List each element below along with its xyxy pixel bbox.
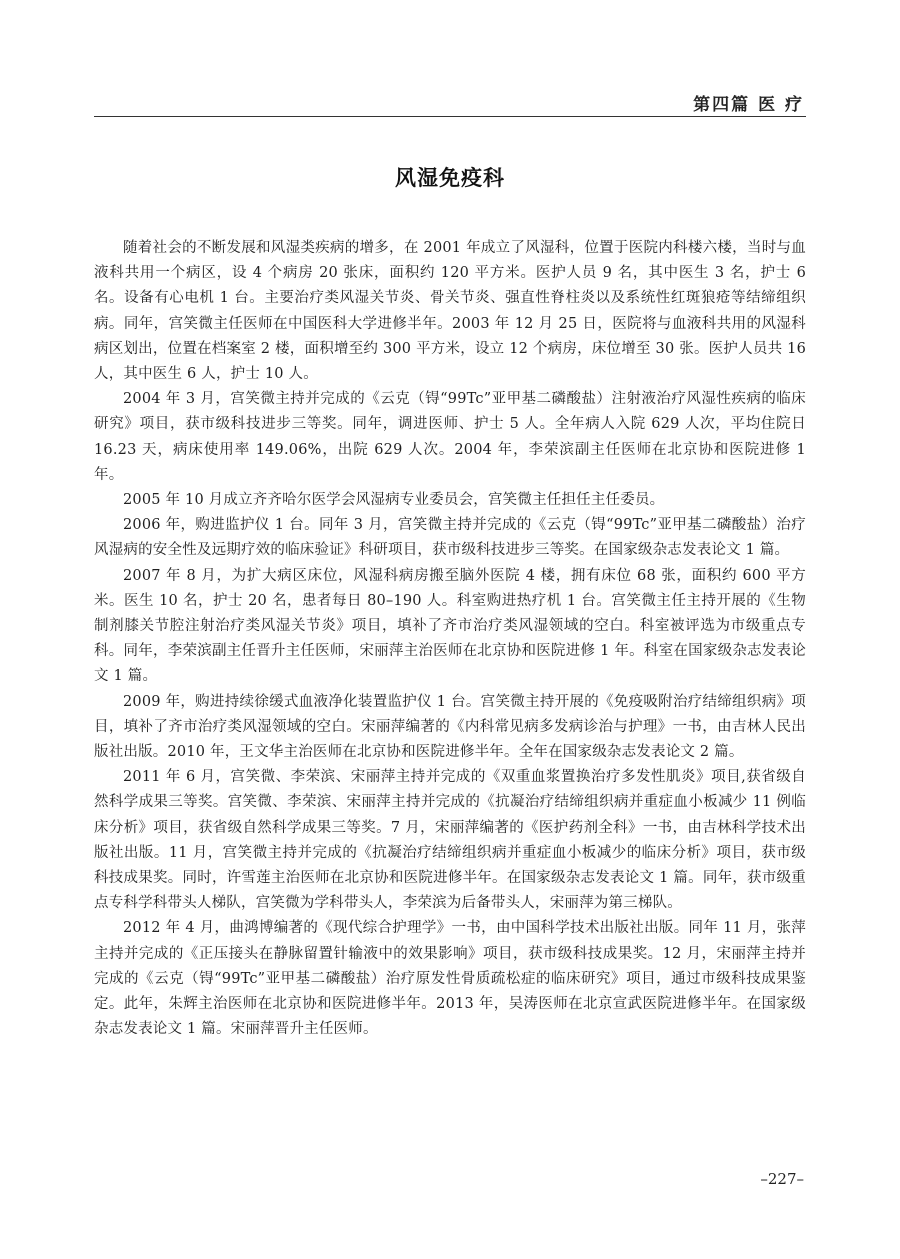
paragraph: 2006 年，购进监护仪 1 台。同年 3 月，宫笑微主持并完成的《云克（锝“99Tc”亚甲基二磷酸盐）治疗风湿病的安全性及远期疗效的临床验证》科研项目，获市级科技进步三等奖。在国家级杂志发表论文 1 篇。 bbox=[94, 517, 806, 559]
running-header bbox=[94, 88, 806, 117]
paragraph: 2012 年 4 月，曲鸿博编著的《现代综合护理学》一书，由中国科学技术出版社出版。同年 11 月，张萍主持并完成的《正压接头在静脉留置针输液中的效果影响》项目，获市级科技成果奖。12 月，宋丽萍主持并完成的《云克（锝“99Tc”亚甲基二磷酸盐）治疗原发性骨质疏松症的临床研究》项目，通过市级科技成果鉴定。此年，朱辉主治医师在北京协和医院进修半年。2013 年，吴涛医师在北京宣武医院进修半年。在国家级杂志发表论文 1 篇。宋丽萍晋升主任医师。 bbox=[94, 920, 806, 1038]
paragraph: 2005 年 10 月成立齐齐哈尔医学会风湿病专业委员会，宫笑微主任担任主任委员。 bbox=[123, 492, 665, 509]
section-label: 第四篇 医 疗 bbox=[693, 95, 804, 115]
body-text bbox=[94, 236, 806, 1043]
page-number: –227– bbox=[760, 1170, 804, 1188]
paragraph: 2004 年 3 月，宫笑微主持并完成的《云克（锝“99Tc”亚甲基二磷酸盐）注射液治疗风湿性疾病的临床研究》项目，获市级科技进步三等奖。同年，调进医师、护士 5 人。全年病人入院 629 人次，平均住院日 16.23 天，病床使用率 149.06%，出院 629 人次。2004 年，李荣滨副主任医师在北京协和医院进修 1 年。 bbox=[94, 391, 806, 483]
paragraph: 2011 年 6 月，宫笑微、李荣滨、宋丽萍主持并完成的《双重血浆置换治疗多发性肌炎》项目,获省级自然科学成果三等奖。宫笑微、李荣滨、宋丽萍主持并完成的《抗凝治疗结缔组织病并重症血小板减少 11 例临床分析》项目，获省级自然科学成果三等奖。7 月，宋丽萍编著的《医护药剂全科》一书，由吉林科学技术出版社出版。11 月，宫笑微主持并完成的《抗凝治疗结缔组织病并重症血小板减少的临床分析》项目，获市级科技成果奖。同时，许雪莲主治医师在北京协和医院进修半年。在国家级杂志发表论文 1 篇。同年，获市级重点专科学科带头人梯队，宫笑微为学科带头人，李荣滨为后备带头人，宋丽萍为第三梯队。 bbox=[94, 769, 806, 912]
page-title: 风湿免疫科 bbox=[395, 166, 505, 190]
paragraph: 随着社会的不断发展和风湿类疾病的增多，在 2001 年成立了风湿科，位置于医院内科楼六楼，当时与血液科共用一个病区，设 4 个病房 20 张床，面积约 120 平方米。医护人员 9 名，其中医生 3 名，护士 6 名。设备有心电机 1 台。主要治疗类风湿关节炎、骨关节炎、强直性脊柱炎以及系统性红斑狼疮等结缔组织病。同年，宫笑微主任医师在中国医科大学进修半年。2003 年 12 月 25 日，医院将与血液科共用的风湿科病区划出，位置在档案室 2 楼，面积增至约 300 平方米，设立 12 个病房，床位增至 30 张。医护人员共 16 人，其中医生 6 人，护士 10 人。 bbox=[94, 240, 806, 383]
paragraph: 2007 年 8 月，为扩大病区床位，风湿科病房搬至脑外医院 4 楼，拥有床位 68 张，面积约 600 平方米。医生 10 名，护士 20 名，患者每日 80–190 人。科室购进热疗机 1 台。宫笑微主任主持开展的《生物制剂膝关节腔注射治疗类风湿关节炎》项目，填补了齐市治疗类风湿领域的空白。科室被评选为市级重点专科。同年，李荣滨副主任晋升主任医师，宋丽萍主治医师在北京协和医院进修 1 年。科室在国家级杂志发表论文 1 篇。 bbox=[94, 567, 806, 685]
paragraph: 2009 年，购进持续徐缓式血液净化装置监护仪 1 台。宫笑微主持开展的《免疫吸附治疗结缔组织病》项目，填补了齐市治疗类风湿领域的空白。宋丽萍编著的《内科常见病多发病诊治与护理》一书，由吉林人民出版社出版。2010 年，王文华主治医师在北京协和医院进修半年。全年在国家级杂志发表论文 2 篇。 bbox=[94, 693, 806, 761]
